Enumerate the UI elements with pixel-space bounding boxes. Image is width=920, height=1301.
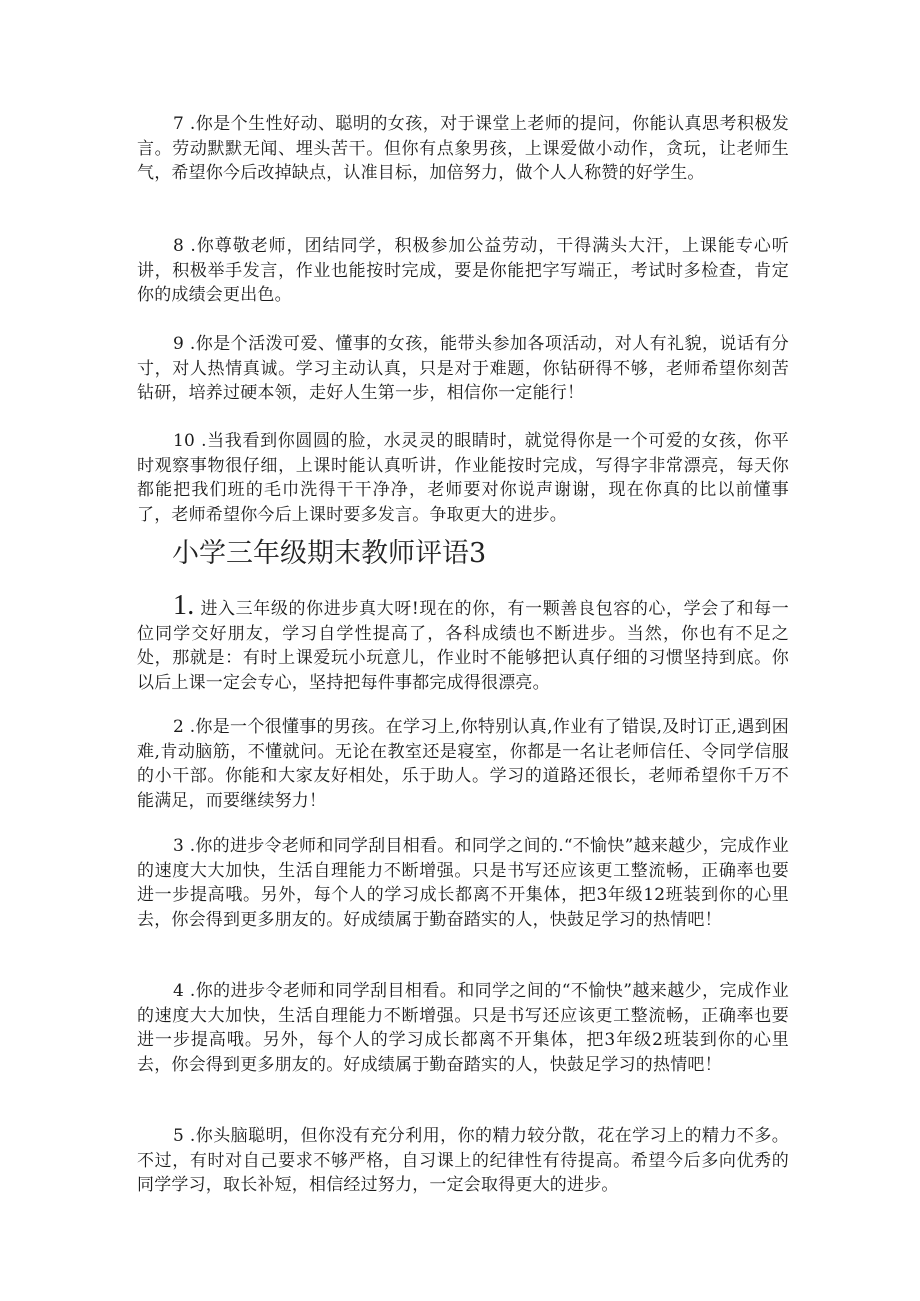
comment-text: .你尊敬老师，团结同学，积极参加公益劳动，干得满头大汗，上课能专心听讲，积极举手发言，作业也能按时完成，要是你能把字写端正，考试时多检查，肯定你的成绩会更出色。: [137, 236, 789, 305]
comment-text: .你的进步令老师和同学刮目相看。和同学之间的“不愉快”越来越少，完成作业的速度大大加快，生活自理能力不断增强。只是书写还应该更工整流畅，正确率也要进一步提高哦。另外，每个人的学习成长都离不开集体，把3年级2班装到你的心里去，你会得到更多朋友的。好成绩属于勤奋踏实的人，快鼓足学习的热情吧！: [137, 981, 790, 1075]
section-title: 小学三年级期末教师评语3: [172, 538, 487, 569]
comment-10: [137, 429, 789, 527]
comment-number: 4: [173, 981, 185, 1001]
comment-number: 8: [173, 236, 185, 256]
comment-2: [137, 715, 789, 813]
comment-number: 5: [173, 1126, 185, 1146]
comment-number: 7: [173, 114, 185, 134]
comment-5: [137, 1124, 789, 1198]
comment-number: 10: [173, 431, 196, 451]
comment-9: [137, 332, 789, 406]
comment-7: [137, 112, 789, 186]
comment-text: 进入三年级的你进步真大呀!现在的你，有一颗善良包容的心，学会了和每一位同学交好朋友，学习自学性提高了，各科成绩也不断进步。当然，你也有不足之处，那就是：有时上课爱玩小玩意儿，作业时不能够把认真仔细的习惯坚持到底。你以后上课一定会专心，坚持把每件事都完成得很漂亮。: [137, 599, 789, 693]
comment-text: .当我看到你圆圆的脸，水灵灵的眼睛时，就觉得你是一个可爱的女孩，你平时观察事物很仔细，上课时能认真听讲，作业能按时完成，写得字非常漂亮，每天你都能把我们班的毛巾洗得干干净净，老师要对你说声谢谢，现在你真的比以前懂事了，老师希望你今后上课时要多发言。争取更大的进步。: [137, 431, 790, 525]
comment-3: [137, 834, 789, 932]
comment-text: .你是一个很懂事的男孩。在学习上,你特别认真,作业有了错误,及时订正,遇到困难,肯动脑筋，不懂就问。无论在教室还是寝室，你都是一名让老师信任、令同学信服的小干部。你能和大家友好相处，乐于助人。学习的道路还很长，老师希望你千万不能满足，而要继续努力！: [137, 717, 789, 811]
comment-text: .你是个生性好动、聪明的女孩，对于课堂上老师的提问，你能认真思考积极发言。劳动默默无闻、埋头苦干。但你有点象男孩，上课爱做小动作，贪玩，让老师生气，希望你今后改掉缺点，认准目标，加倍努力，做个人人称赞的好学生。: [137, 114, 790, 183]
comment-text: .你的进步令老师和同学刮目相看。和同学之间的.“不愉快”越来越少，完成作业的速度大大加快，生活自理能力不断增强。只是书写还应该更工整流畅，正确率也要进一步提高哦。另外，每个人的学习成长都离不开集体，把3年级12班装到你的心里去，你会得到更多朋友的。好成绩属于勤奋踏实的人，快鼓足学习的热情吧！: [137, 836, 789, 930]
comment-text: .你头脑聪明，但你没有充分利用，你的精力较分散，花在学习上的精力不多。不过，有时对自己要求不够严格，自习课上的纪律性有待提高。希望今后多向优秀的同学学习，取长补短，相信经过努力，一定会取得更大的进步。: [137, 1126, 790, 1195]
comment-number: 2: [173, 717, 185, 737]
comment-number: 1.: [173, 590, 195, 621]
comment-4: [137, 979, 789, 1077]
comment-number: 3: [173, 836, 185, 856]
comment-1: [137, 590, 789, 695]
comment-text: .你是个活泼可爱、懂事的女孩，能带头参加各项活动，对人有礼貌，说话有分寸，对人热情真诚。学习主动认真，只是对于难题，你钻研得不够，老师希望你刻苦钻研，培养过硬本领，走好人生第一步，相信你一定能行！: [137, 334, 790, 403]
comment-8: [137, 234, 789, 308]
comment-number: 9: [173, 334, 185, 354]
